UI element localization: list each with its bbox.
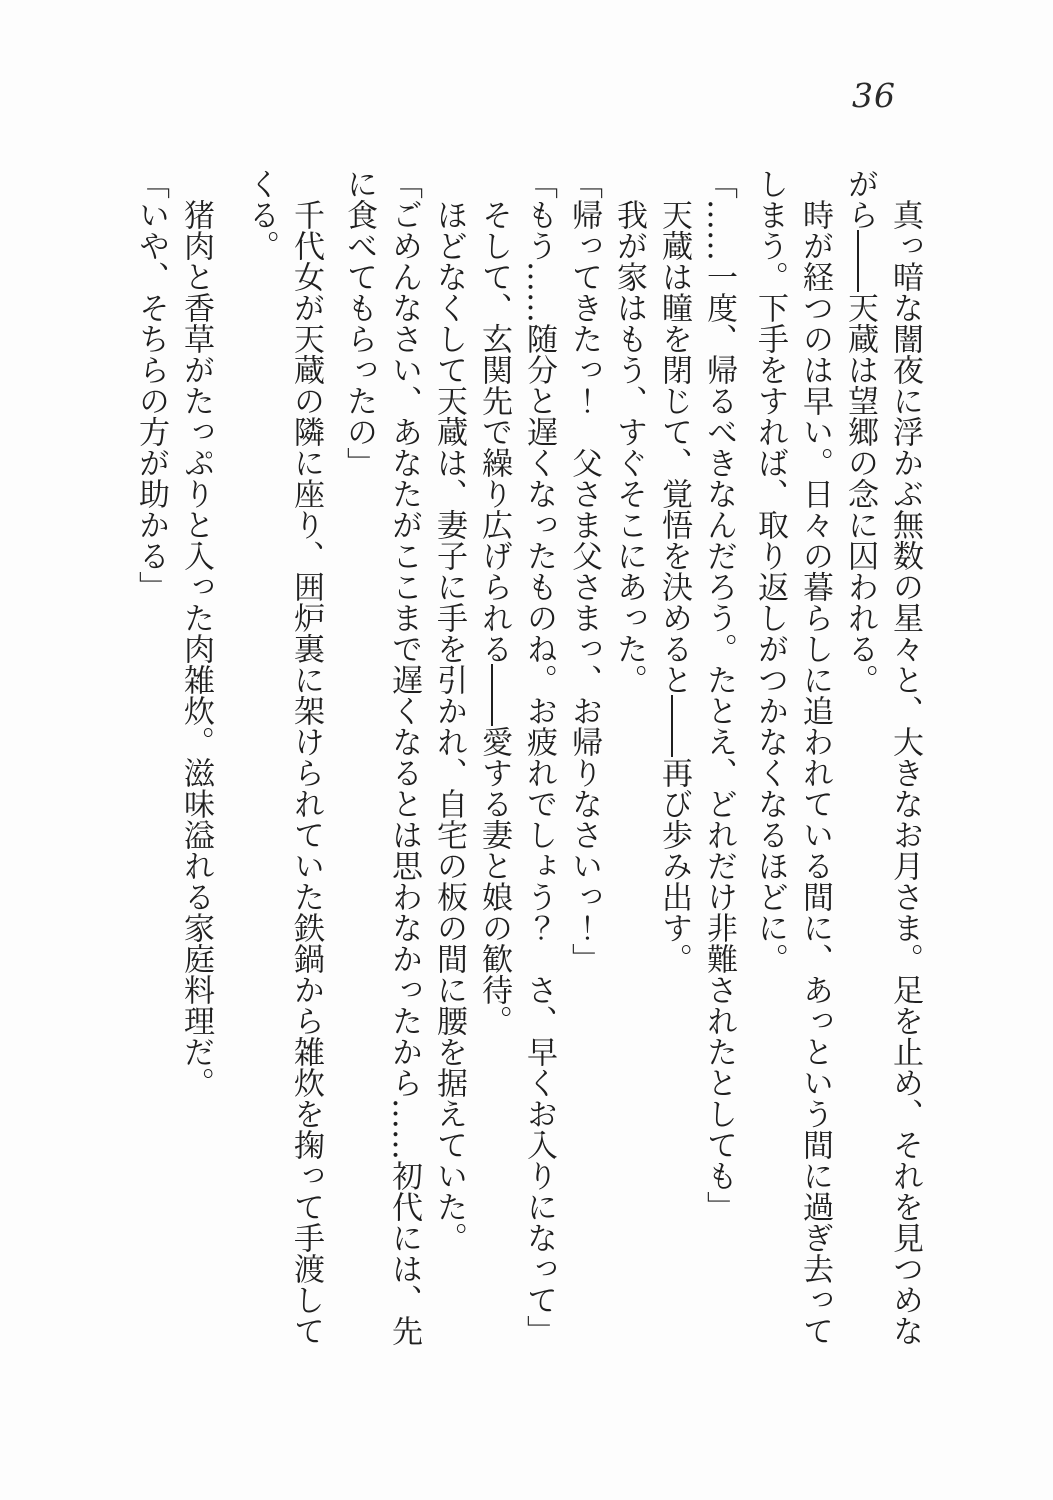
paragraph: 千代女が天蔵の隣に座り、囲炉裏に架けられていた鉄鍋から雑炊を掬って手渡してくる。 (243, 168, 324, 1346)
paragraph: 「いや、そちらの方が助かる」 (133, 168, 169, 602)
paragraph: 「もう……随分と遅くなったものね。お疲れでしょう？ さ、早くお入りになって」 (521, 168, 557, 1346)
paragraph: 「帰ってきたっ！ 父さま父さまっ、お帰りなさいっ！」 (566, 168, 602, 974)
paragraph: 我が家はもう、すぐそこにあった。 (611, 199, 647, 695)
paragraph: 「……一度、帰るべきなんだろう。たとえ、どれだけ非難されたとしても」 (701, 168, 737, 1222)
paragraph: ほどなくして天蔵は、妻子に手を引かれ、自宅の板の間に腰を据えていた。 (431, 199, 467, 1253)
paragraph: 天蔵は瞳を閉じて、覚悟を決めると――再び歩み出す。 (656, 199, 692, 974)
paragraph: 「ごめんなさい、あなたがここまで遅くなるとは思わなかったから……初代には、先に食べてもらったの」 (341, 168, 422, 1346)
paragraph: 真っ暗な闇夜に浮かぶ無数の星々と、大きなお月さま。足を止め、それを見つめながら――天蔵は望郷の念に囚われる。 (842, 168, 923, 1346)
body-text (115, 168, 927, 1354)
paragraph: 時が経つのは早い。日々の暮らしに追われている間に、あっという間に過ぎ去ってしまう。下手をすれば、取り返しがつかなくなるほどに。 (752, 168, 833, 1346)
paragraph: そして、玄関先で繰り広げられる――愛する妻と娘の歓待。 (476, 199, 512, 1036)
paragraph: 猪肉と香草がたっぷりと入った肉雑炊。滋味溢れる家庭料理だ。 (178, 199, 214, 1098)
page-number: 36 (852, 76, 896, 115)
